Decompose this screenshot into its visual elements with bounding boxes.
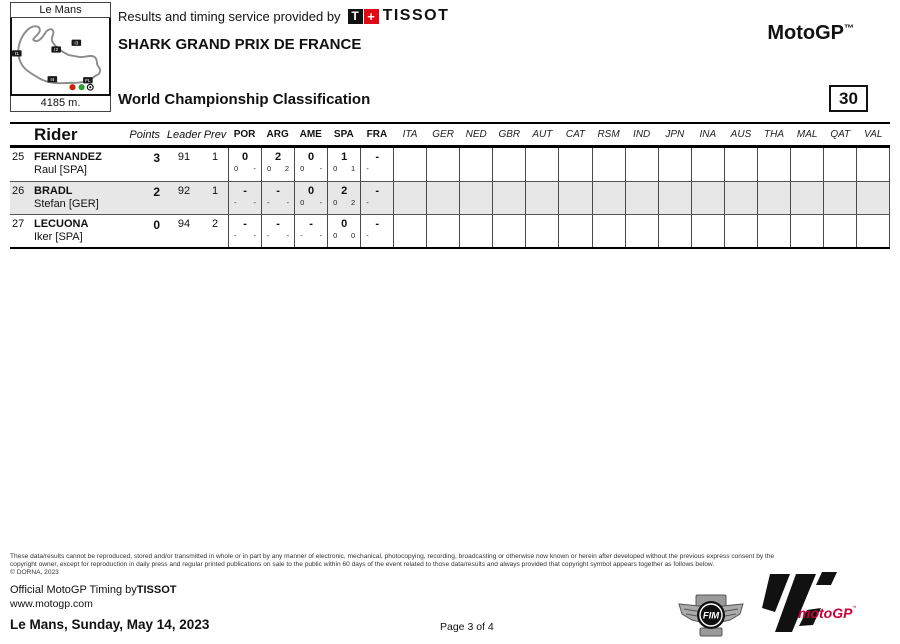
race-column-header-aut: AUT	[532, 129, 553, 140]
race-cell-aus	[724, 182, 757, 214]
race-points-split	[361, 164, 393, 173]
position-cell: 25	[12, 151, 25, 163]
race-cell-aus	[724, 215, 757, 247]
race-points-total	[394, 215, 426, 231]
race-cell-spa	[327, 182, 360, 214]
race-cell-ame	[294, 215, 327, 247]
sector-marker-i4	[48, 76, 58, 83]
race-points-split	[328, 164, 360, 173]
page-info: Page 3 of 4	[440, 621, 494, 633]
race-cell-ita	[393, 215, 426, 247]
race-points-total	[758, 215, 790, 231]
race-cell-aut	[525, 148, 558, 181]
race-points-total: -	[243, 185, 247, 197]
race-points-split	[361, 198, 393, 207]
race-points-total	[857, 215, 889, 231]
sprint-points: -	[366, 198, 369, 207]
race-points: -	[319, 164, 323, 173]
race-cell-fra	[360, 148, 393, 181]
tissot-logo	[348, 7, 450, 25]
race-cell-ger	[426, 148, 459, 181]
svg-text:I3: I3	[74, 41, 79, 47]
race-points-total	[526, 182, 558, 198]
sprint-points: 0	[333, 231, 338, 240]
race-cell-ger	[426, 215, 459, 247]
race-cell-ame	[294, 182, 327, 214]
race-points-total	[593, 215, 625, 231]
race-points-split	[328, 198, 360, 207]
race-column-header-jpn: JPN	[665, 129, 685, 140]
race-points-total	[824, 215, 856, 231]
svg-text:I4: I4	[50, 77, 55, 83]
race-cell-gbr	[492, 215, 525, 247]
sprint-points: -	[267, 231, 270, 240]
sprint-points: -	[366, 231, 369, 240]
race-points-total	[427, 182, 459, 198]
race-cell-por	[228, 182, 261, 214]
race-points-total	[460, 215, 492, 231]
race-cell-mal	[790, 215, 823, 247]
red-light-icon	[69, 84, 75, 90]
page-number-box: 30	[829, 85, 868, 112]
track-outline	[18, 26, 100, 83]
sprint-points: -	[267, 198, 270, 207]
sprint-points: 0	[300, 198, 305, 207]
race-cell-por	[228, 148, 261, 181]
motogp-logo	[762, 570, 860, 637]
race-points-total: 0	[308, 185, 315, 197]
race-points-total	[791, 215, 823, 231]
chequered-flag-icon	[87, 84, 93, 90]
provided-by-text: Results and timing service provided by	[118, 8, 341, 24]
race-cell-jpn	[658, 182, 691, 214]
race-cell-gbr	[492, 148, 525, 181]
race-cell-arg	[261, 148, 294, 181]
race-cell-cat	[558, 215, 591, 247]
track-name-label: Le Mans	[10, 2, 111, 18]
event-title: SHARK GRAND PRIX DE FRANCE	[118, 36, 362, 53]
points-column-header: Points	[129, 128, 160, 141]
svg-text:I1: I1	[14, 52, 19, 58]
svg-text:FL: FL	[85, 78, 91, 84]
race-points-total	[659, 182, 691, 198]
race-points: 2	[284, 164, 290, 173]
race-points-total	[626, 148, 658, 164]
race-cell-spa	[327, 148, 360, 181]
sprint-points: 0	[234, 164, 239, 173]
race-points: -	[319, 198, 323, 207]
race-column-headers	[228, 124, 890, 145]
race-points-total	[857, 148, 889, 164]
race-cell-ina	[691, 215, 724, 247]
table-row	[10, 148, 890, 181]
race-cell-val	[856, 215, 890, 247]
race-points: -	[286, 198, 290, 207]
race-points-total	[692, 215, 724, 231]
race-points: -	[253, 231, 257, 240]
race-cell-rsm	[592, 148, 625, 181]
race-cell-val	[856, 182, 890, 214]
race-cells	[228, 215, 890, 247]
race-cell-rsm	[592, 182, 625, 214]
race-cell-ita	[393, 182, 426, 214]
rider-surname: BRADL	[34, 185, 73, 197]
sprint-points: -	[234, 231, 237, 240]
disclaimer-line-1: These data/results cannot be reproduced, stored and/or transmitted in whole or in part by any manner of electronic, mechanical, photocopying, recording, broadcasting or otherwise now known or herein after developed without the previous express consent by the	[10, 553, 775, 560]
race-points-total	[493, 215, 525, 231]
race-cells	[228, 182, 890, 214]
race-points-split	[229, 164, 261, 173]
race-column-header-ned: NED	[465, 129, 487, 140]
race-points-split	[229, 198, 261, 207]
race-cell-aut	[525, 182, 558, 214]
race-points-total	[394, 148, 426, 164]
race-points-total: 1	[341, 151, 348, 163]
race-column-header-ind: IND	[633, 129, 651, 140]
race-cell-cat	[558, 148, 591, 181]
race-cell-ned	[459, 215, 492, 247]
track-map-svg	[12, 18, 109, 94]
svg-text:I2: I2	[54, 48, 59, 54]
race-points: 0	[351, 231, 356, 240]
sprint-points: 0	[333, 198, 338, 207]
race-points-total	[692, 182, 724, 198]
race-points-total	[857, 182, 889, 198]
website-link[interactable]: www.motogp.com	[10, 598, 93, 610]
race-cell-gbr	[492, 182, 525, 214]
race-points-split	[262, 198, 294, 207]
race-points-total	[791, 182, 823, 198]
race-cell-spa	[327, 215, 360, 247]
prev-gap-cell: 1	[211, 151, 219, 163]
race-points-total: -	[276, 218, 280, 230]
race-cell-ned	[459, 182, 492, 214]
race-points-total	[526, 148, 558, 164]
race-points-split	[295, 231, 327, 240]
race-points-total	[559, 215, 591, 231]
race-points-total	[593, 148, 625, 164]
race-column-header-mal: MAL	[796, 129, 818, 140]
race-column-header-tha: THA	[764, 129, 785, 140]
race-points-total: 0	[308, 151, 315, 163]
race-cell-tha	[757, 148, 790, 181]
race-points-split	[262, 164, 294, 173]
tissot-swiss-cross-icon: +	[364, 9, 379, 24]
table-header-row	[10, 124, 890, 148]
race-cell-ina	[691, 148, 724, 181]
race-column-header-ita: ITA	[402, 129, 418, 140]
race-points-total	[559, 182, 591, 198]
race-points-total	[659, 215, 691, 231]
table-body	[10, 148, 890, 249]
race-cell-fra	[360, 215, 393, 247]
race-points-split	[328, 231, 360, 240]
race-points-total	[427, 148, 459, 164]
race-cell-por	[228, 215, 261, 247]
race-column-header-aus: AUS	[730, 129, 752, 140]
race-cell-mal	[790, 182, 823, 214]
race-points-total	[824, 182, 856, 198]
race-points-total	[593, 182, 625, 198]
race-points-total	[758, 148, 790, 164]
race-points-total: 0	[241, 151, 249, 163]
official-timing-line	[10, 584, 177, 596]
leader-gap-cell: 94	[177, 218, 191, 230]
sector-marker-i3	[72, 40, 82, 47]
race-cell-ita	[393, 148, 426, 181]
race-column-header-arg: ARG	[266, 129, 289, 140]
tissot-wordmark: TISSOT	[382, 7, 450, 24]
motogp-tm: ™	[852, 605, 857, 610]
sector-marker-i2	[51, 46, 61, 53]
copyright-line: © DORNA, 2023	[10, 568, 59, 576]
position-cell: 26	[12, 185, 25, 197]
race-cell-fra	[360, 182, 393, 214]
race-cell-ned	[459, 148, 492, 181]
location-date: Le Mans, Sunday, May 14, 2023	[10, 617, 210, 632]
rider-firstname: Iker [SPA]	[34, 231, 83, 243]
race-points-total: 2	[275, 151, 282, 163]
finish-line-marker	[83, 77, 93, 84]
timing-by-text: Official MotoGP Timing by	[10, 584, 137, 596]
sector-marker-i1	[12, 50, 22, 57]
rider-name-cell	[34, 182, 128, 214]
provided-by-line	[118, 7, 449, 25]
sprint-points: 0	[333, 164, 338, 173]
prev-column-header: Prev	[203, 128, 227, 141]
race-points-total: -	[375, 151, 380, 163]
race-points-total: -	[309, 218, 313, 230]
race-cell-ind	[625, 182, 658, 214]
race-points-total	[626, 182, 658, 198]
race-points-total	[824, 148, 856, 164]
rider-name-cell	[34, 215, 128, 247]
race-cell-jpn	[658, 215, 691, 247]
race-cell-arg	[261, 215, 294, 247]
race-cells	[228, 148, 890, 181]
class-title: MotoGP™	[767, 22, 854, 44]
race-points-total	[493, 148, 525, 164]
race-points-total	[493, 182, 525, 198]
disclaimer-line-2: copyright owner, except for reproduction in daily press and regular printed publications on sale to the public within 60 days of the event related to those data/results and always provided that copyright symbol appears together as follows below.	[10, 560, 715, 568]
race-points-total	[758, 182, 790, 198]
race-points-total	[460, 182, 492, 198]
points-cell: 2	[153, 185, 160, 199]
race-cell-qat	[823, 182, 856, 214]
race-cell-ind	[625, 215, 658, 247]
disclaimer-text	[10, 553, 890, 576]
race-points-total: -	[375, 185, 380, 197]
race-column-header-ger: GER	[432, 129, 454, 140]
rider-firstname: Raul [SPA]	[34, 164, 87, 176]
race-points: -	[253, 198, 257, 207]
rider-column-header: Rider	[34, 124, 78, 144]
sprint-points: 0	[267, 164, 272, 173]
trademark-symbol: ™	[844, 23, 854, 35]
race-points-total: 0	[341, 218, 348, 230]
race-points: -	[286, 231, 290, 240]
race-column-header-ame: AME	[299, 129, 322, 140]
leader-gap-cell: 92	[177, 185, 191, 197]
race-cell-cat	[558, 182, 591, 214]
green-light-icon	[79, 84, 85, 90]
race-column-header-por: POR	[233, 129, 256, 140]
table-row	[10, 214, 890, 247]
race-points-total: -	[276, 185, 280, 197]
race-points: -	[253, 164, 257, 173]
rider-firstname: Stefan [GER]	[34, 198, 99, 210]
track-map	[10, 18, 111, 96]
race-column-header-spa: SPA	[333, 129, 354, 140]
race-points-split	[295, 198, 327, 207]
race-points-total	[626, 215, 658, 231]
race-points-split	[229, 231, 261, 240]
rider-surname: FERNANDEZ	[34, 151, 102, 163]
tissot-t-icon: T	[348, 9, 363, 24]
race-cell-jpn	[658, 148, 691, 181]
leader-column-header: Leader	[166, 128, 202, 141]
race-cell-ind	[625, 148, 658, 181]
classification-table	[10, 122, 890, 249]
race-column-header-rsm: RSM	[597, 129, 620, 140]
race-points: -	[319, 231, 323, 240]
prev-gap-cell: 2	[211, 218, 219, 230]
race-points-total	[791, 148, 823, 164]
race-points-total	[559, 148, 591, 164]
race-column-header-fra: FRA	[366, 129, 388, 140]
race-cell-arg	[261, 182, 294, 214]
race-column-header-val: VAL	[864, 129, 883, 140]
race-points-total	[725, 182, 757, 198]
prev-gap-cell: 1	[211, 185, 219, 197]
points-cell: 3	[153, 151, 160, 165]
race-points-total	[427, 215, 459, 231]
race-cell-mal	[790, 148, 823, 181]
rider-name-cell	[34, 148, 128, 181]
fim-logo	[676, 593, 746, 638]
motogp-wordmark: motoGP	[798, 605, 853, 621]
race-cell-val	[856, 148, 890, 181]
race-points: 2	[351, 198, 356, 207]
track-length-label: 4185 m.	[10, 96, 111, 112]
race-cell-ame	[294, 148, 327, 181]
race-points-total	[394, 182, 426, 198]
race-points-total: -	[375, 218, 380, 230]
race-points-total	[692, 148, 724, 164]
race-cell-qat	[823, 215, 856, 247]
fim-wordmark: FIM	[702, 610, 720, 622]
race-column-header-ina: INA	[699, 129, 717, 140]
race-points-split	[262, 231, 294, 240]
race-points-total: 2	[341, 185, 348, 197]
timing-brand-text: TISSOT	[136, 584, 177, 596]
sprint-points: -	[300, 231, 303, 240]
table-row	[10, 181, 890, 214]
track-panel	[10, 2, 111, 112]
race-cell-ina	[691, 182, 724, 214]
sprint-points: 0	[300, 164, 305, 173]
page-title: World Championship Classification	[118, 91, 371, 108]
race-cell-tha	[757, 215, 790, 247]
race-points: 1	[351, 164, 356, 173]
points-cell: 0	[153, 218, 160, 232]
race-column-header-qat: QAT	[830, 129, 851, 140]
race-points-total	[725, 215, 757, 231]
leader-gap-cell: 91	[177, 151, 191, 163]
race-points-total	[659, 148, 691, 164]
race-points-total	[526, 215, 558, 231]
race-points-total	[725, 148, 757, 164]
race-column-header-cat: CAT	[565, 129, 586, 140]
sprint-points: -	[366, 164, 369, 173]
race-points-split	[361, 231, 393, 240]
sprint-points: -	[234, 198, 237, 207]
race-points-split	[295, 164, 327, 173]
race-cell-ger	[426, 182, 459, 214]
position-cell: 27	[12, 218, 25, 230]
rider-surname: LECUONA	[34, 218, 89, 230]
race-cell-aut	[525, 215, 558, 247]
race-cell-tha	[757, 182, 790, 214]
race-cell-rsm	[592, 215, 625, 247]
race-column-header-gbr: GBR	[498, 129, 521, 140]
race-cell-qat	[823, 148, 856, 181]
race-points-total: -	[243, 218, 247, 230]
race-cell-aus	[724, 148, 757, 181]
race-points-total	[460, 148, 492, 164]
